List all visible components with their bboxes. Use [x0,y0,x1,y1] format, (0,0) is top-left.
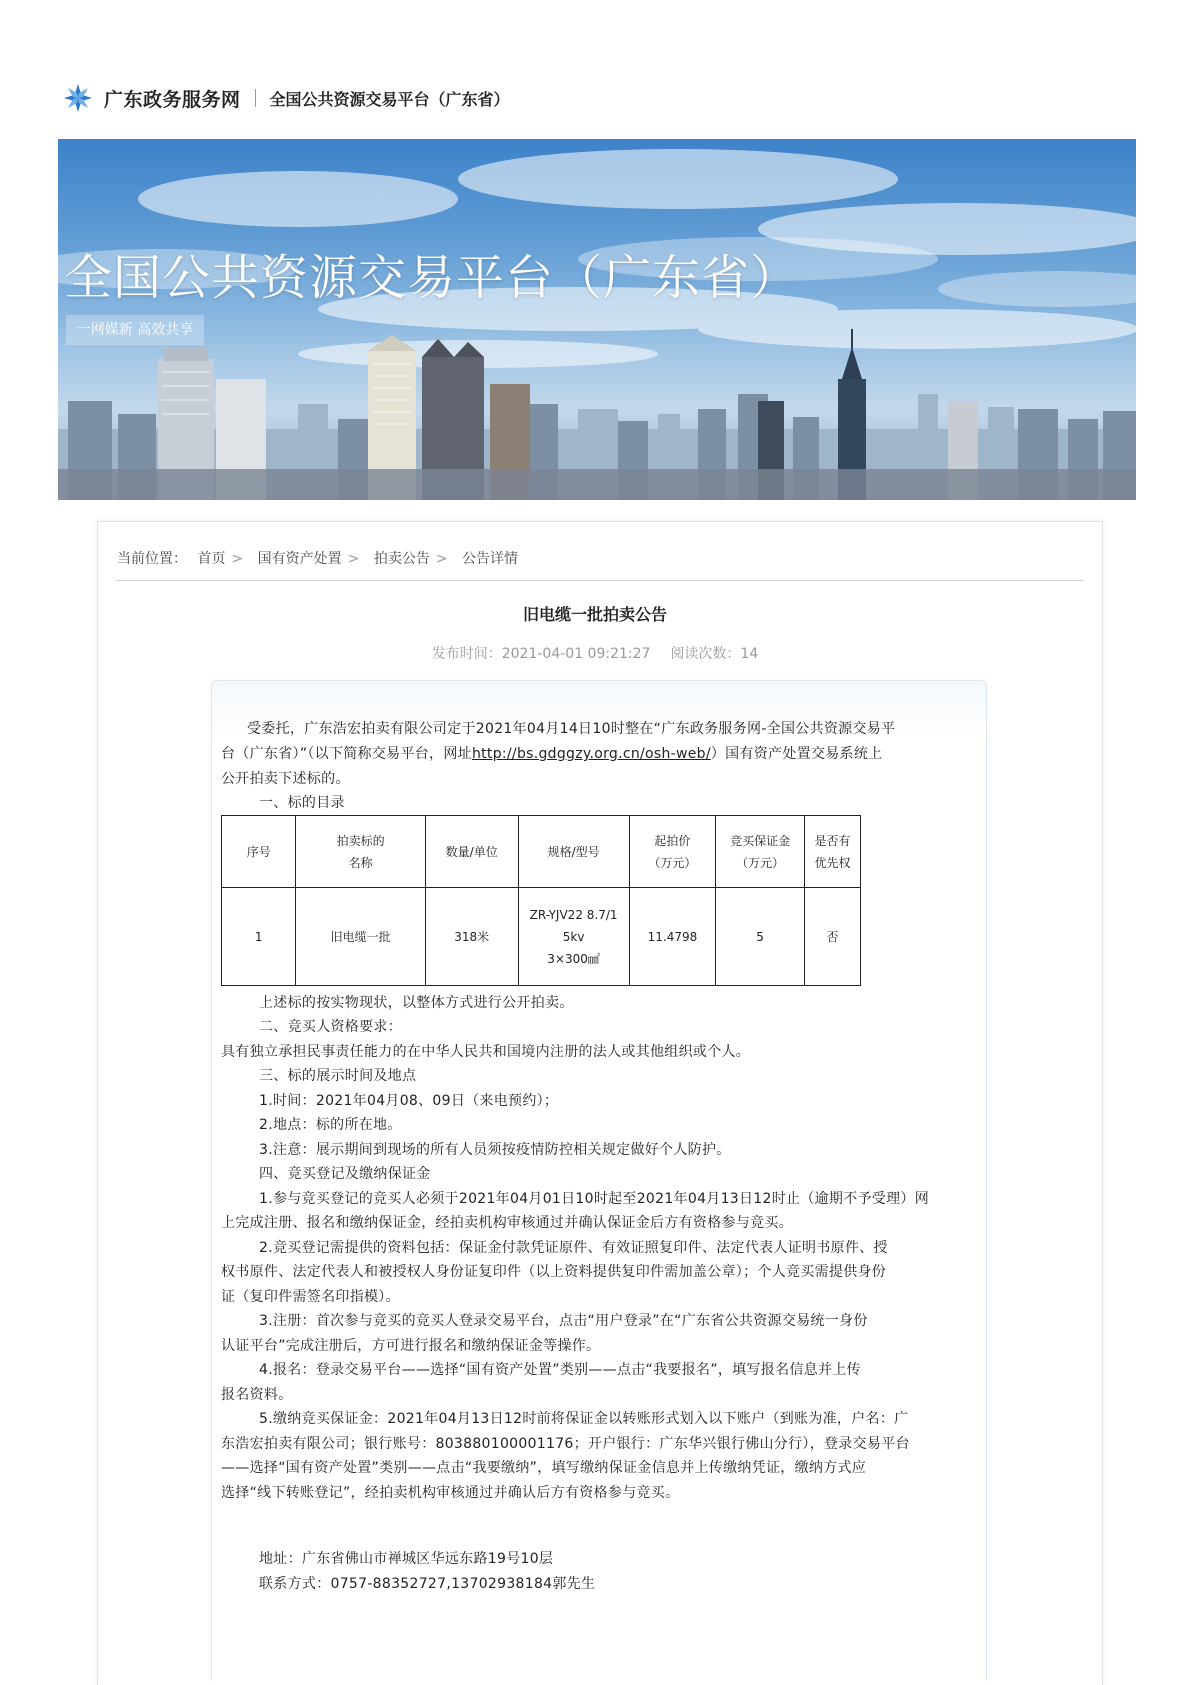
section-4-item-5d: 选择“线下转账登记”，经拍卖机构审核通过并确认后方有资格参与竞买。 [221,1485,680,1501]
breadcrumb-current: 公告详情 [462,551,519,567]
platform-name[interactable]: 全国公共资源交易平台（广东省） [269,89,510,109]
section-2-heading: 二、竞买人资格要求： [259,1019,402,1035]
cell-priority: 否 [804,888,860,986]
section-4-item-5c: ——选择“国有资产处置”类别——点击“我要缴纳”，填写缴纳保证金信息并上传缴纳凭证，缴纳方式应 [221,1460,867,1476]
page-title: 旧电缆一批拍卖公告 [522,605,667,624]
breadcrumb-state-assets[interactable]: 国有资产处置 [257,551,342,567]
section-2-text: 具有独立承担民事责任能力的在中华人民共和国境内注册的法人或其他组织或个人。 [221,1044,751,1060]
col-header-qty: 数量/单位 [425,816,518,888]
breadcrumb-divider [115,580,1083,581]
col-header-priority: 是否有 优先权 [804,816,860,888]
section-3-heading: 三、标的展示时间及地点 [259,1068,417,1084]
breadcrumb-auction-notice[interactable]: 拍卖公告 [373,551,430,567]
col-header-no: 序号 [222,816,296,888]
breadcrumb-separator: > [347,551,360,567]
intro-line-3: 公开拍卖下述标的。 [221,771,350,787]
table-header-row [222,816,861,888]
section-4-item-2a: 2.竞买登记需提供的资料包括：保证金付款凭证原件、有效证照复印件、法定代表人证明书原件、授 [259,1240,888,1256]
section-3-item-2: 2.地点：标的所在地。 [259,1117,402,1133]
section-4-item-1a: 1.参与竞买登记的竞买人必须于2021年04月01日10时起至2021年04月13日12时止（逾期不予受理）网 [259,1191,929,1207]
cell-no: 1 [222,888,296,986]
city-skyline-image [58,139,1136,500]
contact-phone: 联系方式：0757-88352727,13702938184郭先生 [259,1576,596,1592]
cell-deposit: 5 [716,888,805,986]
section-4-heading: 四、竞买登记及缴纳保证金 [259,1166,431,1182]
breadcrumb-separator: > [435,551,448,567]
table-row [222,888,861,986]
section-1-heading: 一、标的目录 [259,795,345,811]
site-name[interactable]: 广东政务服务网 [104,88,241,111]
contact-address: 地址：广东省佛山市禅城区华远东路19号10层 [259,1551,554,1567]
section-3-item-1: 1.时间：2021年04月08、09日（来电预约）； [259,1093,559,1109]
notice-meta [0,643,1190,663]
section-4-item-5b: 东浩宏拍卖有限公司；银行账号：803880100001176；开户银行：广东华兴银行佛山分行），登录交易平台 [221,1436,910,1452]
section-4-item-4a: 4.报名：登录交易平台——选择“国有资产处置”类别——点击“我要报名”，填写报名信息并上传 [259,1362,861,1378]
intro-line-1: 受委托，广东浩宏拍卖有限公司定于2021年04月14日10时整在“广东政务服务网-全国公共资源交易平 [247,721,896,737]
section-4-item-3b: 认证平台”完成注册后，方可进行报名和缴纳保证金等操作。 [221,1338,601,1354]
intro-line-2-start: 台（广东省）”（以下简称交易平台，网址 [221,746,472,762]
view-count: 阅读次数：14 [670,646,759,662]
breadcrumb-prefix: 当前位置： [117,551,187,567]
cell-name: 旧电缆一批 [296,888,425,986]
section-4-item-2b: 权书原件、法定代表人和被授权人身份证复印件（以上资料提供复印件需加盖公章）；个人竞买需提供身份 [221,1264,887,1280]
section-3-item-3: 3.注意：展示期间到现场的所有人员须按疫情防控相关规定做好个人防护。 [259,1142,731,1158]
banner-slogan: 一网媒新 高效共享 [66,315,204,345]
logo-icon [62,82,94,114]
col-header-name: 拍卖标的 名称 [296,816,425,888]
section-4-item-5a: 5.缴纳竞买保证金：2021年04月13日12时前将保证金以转账形式划入以下账户（到账为准，户名：广 [259,1411,909,1427]
section-4-item-2c: 证（复印件需签名印指模）。 [221,1289,400,1305]
section-4-item-1b: 上完成注册、报名和缴纳保证金，经拍卖机构审核通过并确认保证金后方有资格参与竞买。 [221,1215,793,1231]
publish-time: 发布时间：2021-04-01 09:21:27 [431,646,651,662]
col-header-spec: 规格/型号 [518,816,629,888]
header-divider [255,89,256,107]
col-header-deposit: 竞买保证金 （万元） [716,816,805,888]
col-header-price: 起拍价 （万元） [629,816,716,888]
cell-price: 11.4798 [629,888,716,986]
site-header [62,80,510,116]
cell-qty: 318米 [425,888,518,986]
platform-url-link[interactable]: http://bs.gdggzy.org.cn/osh-web/ [471,746,711,762]
breadcrumb-separator: > [231,551,244,567]
intro-line-2 [221,743,882,763]
banner-title: 全国公共资源交易平台（广东省） [64,250,800,306]
breadcrumb [117,548,524,568]
cell-spec: ZR-YJV22 8.7/1 5kv 3×300㎟ [518,888,629,986]
banner [58,139,1136,500]
lot-table [221,815,861,986]
section-4-item-3a: 3.注册：首次参与竞买的竞买人登录交易平台，点击“用户登录”在“广东省公共资源交易统一身份 [259,1313,868,1329]
section-4-item-4b: 报名资料。 [221,1387,293,1403]
intro-line-2-end: ）国有资产处置交易系统上 [710,746,883,762]
breadcrumb-home[interactable]: 首页 [197,551,226,567]
after-table-text: 上述标的按实物现状，以整体方式进行公开拍卖。 [259,995,574,1011]
